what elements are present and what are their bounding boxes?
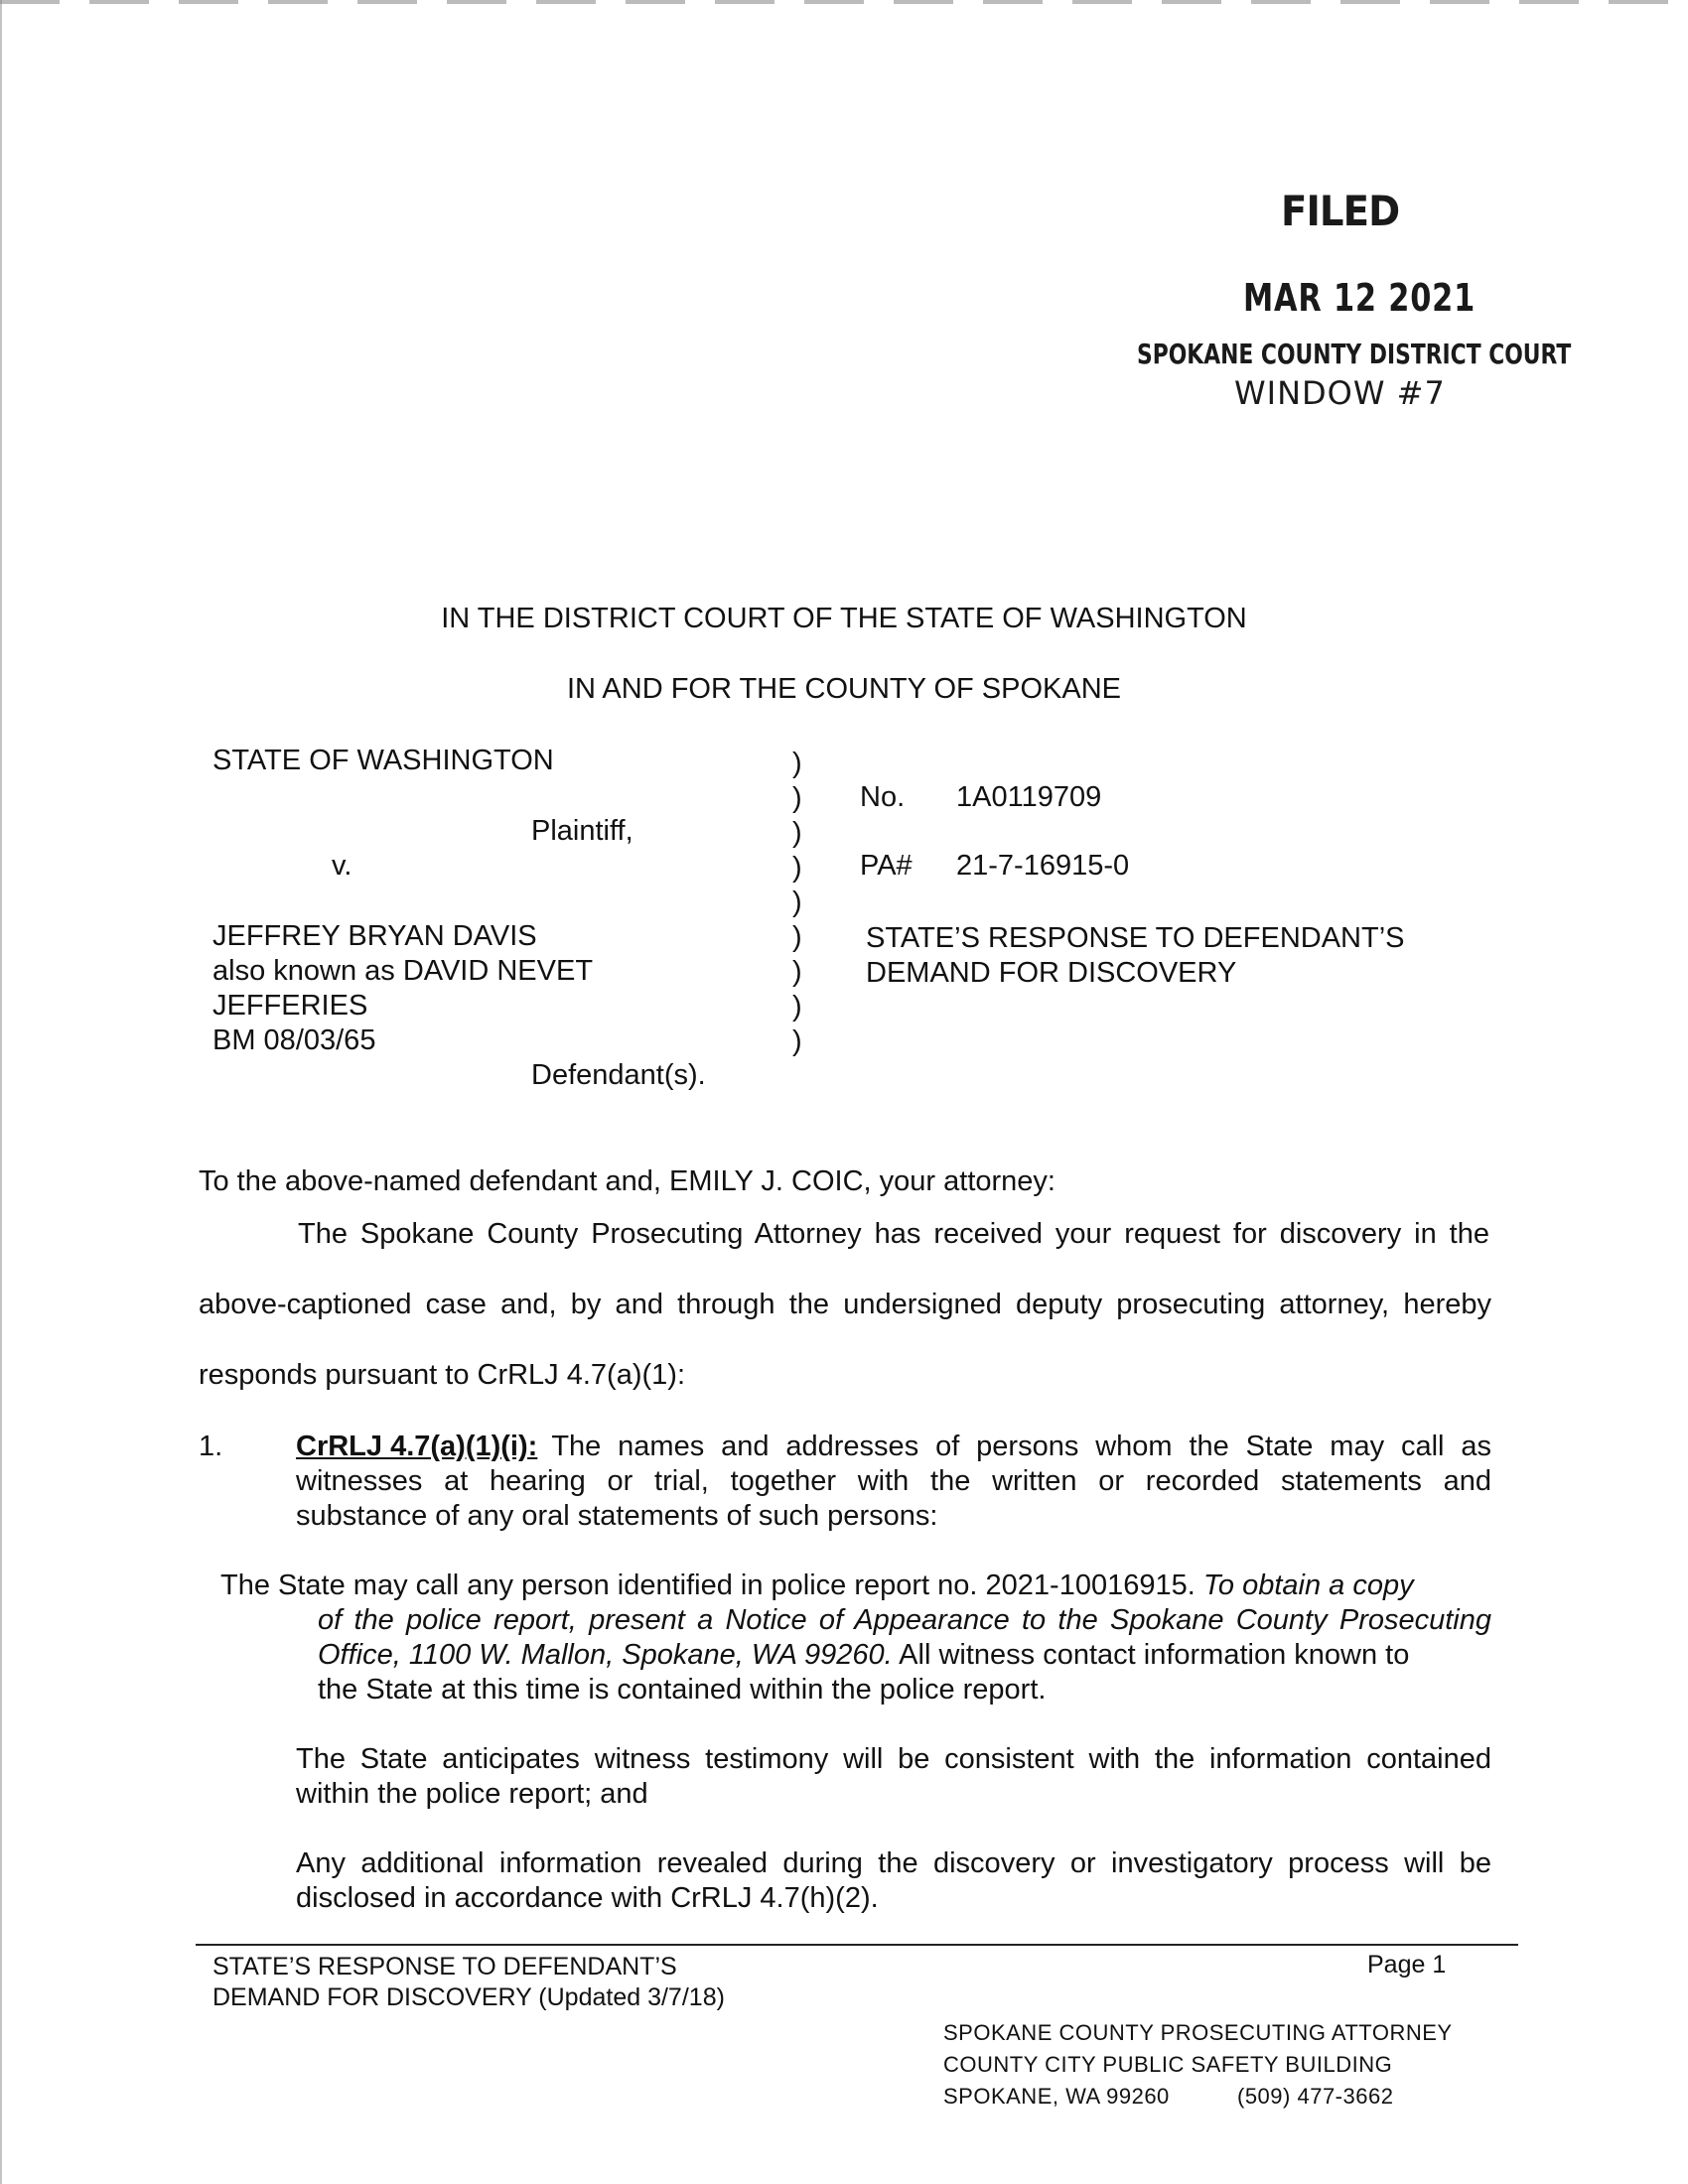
office-line2: COUNTY CITY PUBLIC SAFETY BUILDING — [943, 2052, 1393, 2077]
intro-line-3: responds pursuant to CrRLJ 4.7(a)(1): — [199, 1359, 685, 1391]
defendant-line-4: BM 08/03/65 — [212, 1024, 376, 1056]
document-title-line1: STATE’S RESPONSE TO DEFENDANT’S — [866, 922, 1405, 954]
office-line1: SPOKANE COUNTY PROSECUTING ATTORNEY — [943, 2020, 1453, 2045]
office-phone: (509) 477-3662 — [1237, 2084, 1394, 2109]
p1-line-3 — [318, 1638, 1491, 1673]
p1-line-1 — [220, 1569, 1491, 1603]
filed-stamp-date: MAR 12 2021 — [1243, 276, 1477, 320]
paren: ) — [792, 887, 802, 918]
filed-stamp-court: SPOKANE COUNTY DISTRICT COURT — [1137, 338, 1572, 370]
scan-edge-left — [0, 0, 2, 2184]
filed-stamp-title: FILED — [1281, 187, 1400, 235]
item1-line-2: witnesses at hearing or trial, together with the written or recorded statements and — [296, 1465, 1491, 1497]
p1-line3-plain: All witness contact information known to — [899, 1639, 1410, 1671]
pa-label: PA# — [860, 850, 913, 882]
address-line: To the above-named defendant and, EMILY J. COIC, your attorney: — [199, 1165, 1055, 1197]
intro-line-1: The Spokane County Prosecuting Attorney has received your request for discovery in the — [298, 1218, 1489, 1250]
item1-line1-text: The names and addresses of persons whom the State may call as — [551, 1431, 1491, 1462]
document-title-line2: DEMAND FOR DISCOVERY — [866, 957, 1237, 989]
case-no-label: No. — [860, 781, 906, 813]
item1-number: 1. — [199, 1431, 223, 1462]
paren: ) — [792, 921, 802, 953]
p1-line-4: the State at this time is contained within the police report. — [318, 1674, 1047, 1706]
p2-line-2: within the police report; and — [296, 1778, 648, 1810]
paren: ) — [792, 991, 802, 1023]
defendant-label: Defendant(s). — [531, 1059, 706, 1091]
footer-title-line1: STATE’S RESPONSE TO DEFENDANT’S — [212, 1953, 677, 1980]
plaintiff-name: STATE OF WASHINGTON — [212, 745, 554, 776]
item1-rule: CrRLJ 4.7(a)(1)(i): — [296, 1431, 538, 1462]
defendant-line-1: JEFFREY BRYAN DAVIS — [212, 920, 537, 952]
defendant-line-2: also known as DAVID NEVET — [212, 955, 594, 987]
paren: ) — [792, 852, 802, 884]
office-city: SPOKANE, WA 99260 — [943, 2084, 1170, 2109]
caption-paren-column — [792, 747, 802, 1059]
intro-line-2: above-captioned case and, by and through the undersigned deputy prosecuting attorney, hereby — [199, 1289, 1491, 1320]
versus: v. — [332, 850, 352, 882]
case-no-value: 1A0119709 — [956, 781, 1102, 813]
footer-rule — [196, 1944, 1518, 1946]
paren: ) — [792, 748, 802, 779]
p1-line-2: of the police report, present a Notice of Appearance to the Spokane County Prosecuting — [318, 1604, 1491, 1636]
plaintiff-label: Plaintiff, — [531, 815, 633, 847]
court-title-line1: IN THE DISTRICT COURT OF THE STATE OF WASHINGTON — [441, 603, 1247, 634]
p3-line-1: Any additional information revealed during the discovery or investigatory process will be — [296, 1847, 1491, 1879]
paren: ) — [792, 782, 802, 814]
p1-line1-italic: To obtain a copy — [1202, 1570, 1414, 1601]
defendant-line-3: JEFFERIES — [212, 990, 368, 1022]
paren: ) — [792, 817, 802, 849]
p3-line-2: disclosed in accordance with CrRLJ 4.7(h)(2). — [296, 1882, 879, 1914]
p1-line1-plain: The State may call any person identified in police report no. 2021-10016915. — [220, 1570, 1196, 1601]
item1-line-1 — [296, 1430, 1491, 1464]
p1-line3-italic: Office, 1100 W. Mallon, Spokane, WA 99260. — [318, 1639, 893, 1671]
pa-value: 21-7-16915-0 — [956, 850, 1130, 882]
paren: ) — [792, 956, 802, 988]
page-number: Page 1 — [1367, 1951, 1447, 1979]
scan-edge-top — [0, 0, 1688, 4]
court-title-line2: IN AND FOR THE COUNTY OF SPOKANE — [566, 673, 1122, 705]
item1-line-3: substance of any oral statements of such persons: — [296, 1500, 938, 1532]
footer-title-line2: DEMAND FOR DISCOVERY (Updated 3/7/18) — [212, 1983, 725, 2011]
filed-stamp-window: WINDOW #7 — [1234, 374, 1446, 412]
paren: ) — [792, 1025, 802, 1057]
p2-line-1: The State anticipates witness testimony will be consistent with the information contained — [296, 1743, 1491, 1775]
intro-paragraph — [199, 1198, 1489, 1270]
